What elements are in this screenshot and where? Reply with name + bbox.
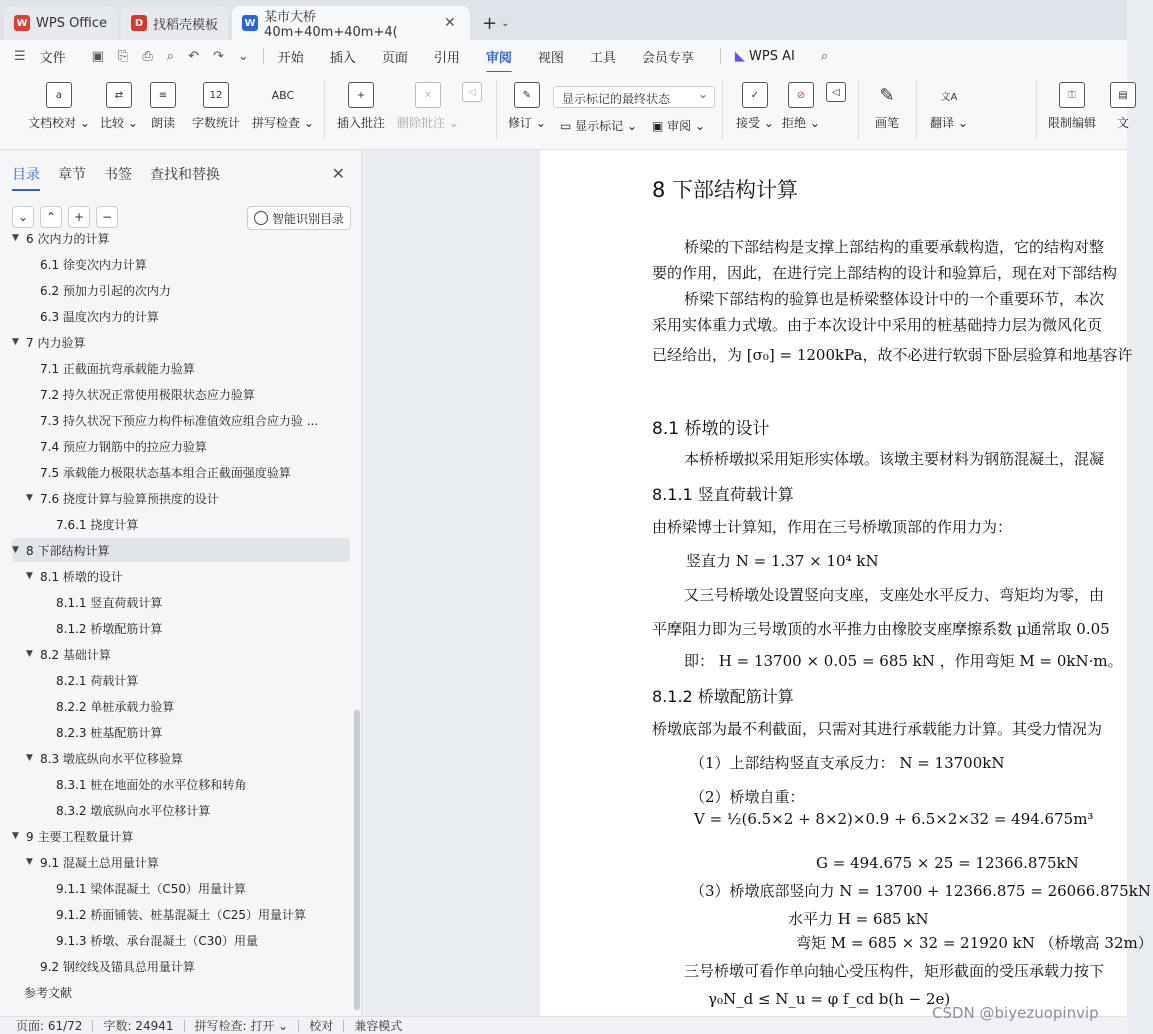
word-count-icon: 12 — [203, 82, 229, 108]
toc-item[interactable] — [12, 902, 350, 926]
toc-item[interactable] — [12, 330, 350, 354]
document-paragraph: γ₀N_d ≤ N_u = φ f_cd b(h − 2e) — [708, 990, 951, 1008]
compare-label: 比较 — [100, 116, 125, 130]
plus-icon: + — [482, 12, 498, 34]
pen-icon: ✎ — [879, 84, 895, 106]
divider — [1036, 80, 1037, 140]
hamburger-icon[interactable]: ☰ — [14, 48, 26, 64]
toc-item-label: 7.6 挠度计算与验算预拱度的设计 — [40, 491, 219, 506]
document-heading: 8.1.1 竖直荷载计算 — [652, 485, 794, 504]
expand-arrow-icon[interactable]: ▼ — [26, 571, 33, 581]
prev-comment-button[interactable] — [462, 82, 482, 108]
prev-change-icon: ◁ — [826, 82, 846, 102]
smart-toc-label: 智能识别目录 — [271, 211, 344, 226]
scrollbar[interactable] — [354, 710, 360, 1010]
tab-bookmarks[interactable]: 书签 — [104, 167, 132, 183]
show-markup-button[interactable]: ▭ 显示标记 ⌄ — [560, 119, 638, 133]
watermark: CSDN @biyezuopinvip — [932, 1004, 1099, 1022]
toc-item-label: 8.2.3 桩基配筋计算 — [56, 725, 163, 740]
toc-item-label: 7.3 持久状况下预应力构件标准值效应组合应力验 ... — [40, 413, 319, 428]
tab-find-replace[interactable]: 查找和替换 — [150, 167, 220, 183]
proofread-label: 文档校对 — [28, 116, 77, 130]
menu-tools[interactable]: 工具 — [589, 50, 616, 66]
nav-tabs — [12, 164, 238, 184]
toc-item-label: 8.1.1 竖直荷载计算 — [56, 595, 163, 610]
toc-item-label: 9.1.1 梁体混凝土（C50）用量计算 — [56, 881, 246, 896]
expand-arrow-icon[interactable]: ▼ — [26, 753, 33, 763]
toc-item[interactable] — [12, 980, 350, 1004]
restrict-edit-icon: ⚿ — [1059, 82, 1085, 108]
tab-label: 找稻壳模板 — [153, 17, 219, 33]
wps-logo-icon: W — [14, 15, 30, 31]
toc-item-label: 7.6.1 挠度计算 — [56, 517, 139, 532]
proof-indicator[interactable]: 校对 — [309, 1019, 334, 1033]
toc-item[interactable] — [12, 538, 350, 562]
toc-item[interactable] — [12, 304, 350, 328]
translate-label: 翻译 — [930, 116, 955, 130]
chevron-up-icon[interactable]: ⌃ — [40, 206, 62, 228]
toc-item-label: 8 下部结构计算 — [26, 543, 110, 558]
toc-item-label: 7.2 持久状况正常使用极限状态应力验算 — [40, 387, 255, 402]
reject-icon: ⊘ — [788, 82, 814, 108]
minus-icon[interactable]: − — [96, 206, 118, 228]
toc-item[interactable] — [12, 356, 350, 380]
proofread-button[interactable]: a 文档校对 ⌄ — [28, 82, 90, 131]
show-markup-label: 显示标记 — [575, 119, 624, 133]
compat-mode-indicator: 兼容模式 — [354, 1019, 403, 1033]
divider — [184, 1020, 185, 1032]
toc-item-label: 8.2 基础计算 — [40, 647, 111, 662]
restrict-edit-button[interactable] — [1048, 82, 1096, 131]
spell-check-button[interactable]: ABC 拼写检查 ⌄ — [252, 82, 314, 131]
document-paragraph: （3）桥墩底部竖向力 N = 13700 + 12366.875 = 26066.875kN — [690, 882, 1151, 900]
toc-item-label: 6 次内力的计算 — [26, 231, 110, 246]
toc-item-label: 8.1.2 桥墩配筋计算 — [56, 621, 163, 636]
pen-label: 画笔 — [874, 116, 899, 130]
spell-check-status: 拼写检查: 打开 — [194, 1019, 275, 1033]
word-count-label: 字数统计 — [192, 116, 241, 130]
document-paragraph: （1）上部结构竖直支承反力： N = 13700kN — [690, 754, 1005, 772]
toc-list — [0, 231, 352, 1016]
markup-mode-select[interactable]: 显示标记的最终状态 ⌄ — [553, 86, 715, 108]
plus-icon[interactable]: + — [68, 206, 90, 228]
expand-arrow-icon[interactable]: ▼ — [26, 649, 33, 659]
toc-item-label: 9.1.3 桥墩、承台混凝土（C30）用量 — [56, 933, 258, 948]
toc-item[interactable] — [12, 928, 350, 952]
insert-comment-label: 插入批注 — [337, 116, 386, 130]
chevron-down-icon: ⌄ — [501, 17, 510, 29]
toc-item[interactable] — [12, 668, 350, 692]
toc-item-label: 7.5 承载能力极限状态基本组合正截面强度验算 — [40, 465, 291, 480]
tab-chapters[interactable]: 章节 — [58, 167, 86, 183]
document-paragraph: 即： H = 13700 × 0.05 = 685 kN ，作用弯矩 M = 0kN·m。 — [684, 652, 1123, 670]
compare-icon: ⇄ — [106, 82, 132, 108]
document-paragraph: 桥梁的下部结构是支撑上部结构的重要承载构造，它的结构对整 — [684, 238, 1105, 256]
document-paragraph: 弯矩 M = 685 × 32 = 21920 kN （桥墩高 32m） — [796, 934, 1153, 952]
toc-item-label: 7.1 正截面抗弯承载能力验算 — [40, 361, 195, 376]
document-paragraph: G = 494.675 × 25 = 12366.875kN — [816, 854, 1079, 872]
delete-comment-icon: ✕ — [415, 82, 441, 108]
toc-item-label: 9.1.2 桥面铺装、桩基混凝土（C25）用量计算 — [56, 907, 306, 922]
document-paragraph: 又三号桥墩处设置竖向支座，支座处水平反力、弯矩均为零，由 — [684, 586, 1105, 604]
toc-item[interactable] — [12, 226, 350, 250]
revise-label: 修订 — [508, 116, 533, 130]
document-paragraph: 竖直力 N = 1.37 × 10⁴ kN — [686, 552, 879, 570]
divider — [496, 80, 497, 140]
menu-member[interactable]: 会员专享 — [641, 50, 694, 66]
toc-item-label: 8.2.1 荷载计算 — [56, 673, 139, 688]
toc-item[interactable] — [12, 564, 350, 588]
delete-comment-button[interactable]: ✕ 删除批注 ⌄ — [397, 82, 459, 131]
spell-check-label: 拼写检查 — [252, 116, 301, 130]
document-paragraph: 由桥梁博士计算知，作用在三号桥墩顶部的作用力为： — [652, 518, 1013, 536]
toc-item[interactable] — [12, 798, 350, 822]
accept-icon: ✓ — [742, 82, 768, 108]
delete-comment-label: 删除批注 — [397, 116, 446, 130]
expand-arrow-icon[interactable]: ▼ — [12, 545, 19, 555]
document-heading: 8.1 桥墩的设计 — [652, 419, 770, 439]
proofread-icon: a — [46, 82, 72, 108]
toc-item[interactable] — [12, 512, 350, 536]
pen-button[interactable] — [874, 82, 900, 131]
menu-bar — [0, 40, 1127, 72]
divider — [343, 1020, 344, 1032]
wps-ai-icon: ◣ — [734, 48, 750, 64]
search-icon[interactable]: ⌕ — [820, 48, 829, 64]
document-paragraph: 桥梁下部结构的验算也是桥梁整体设计中的一个重要环节，本次 — [684, 290, 1105, 308]
toc-item[interactable] — [12, 694, 350, 718]
tab-toc[interactable]: 目录 — [12, 164, 40, 184]
page-indicator[interactable]: 页面: 61/72 — [16, 1019, 83, 1033]
toc-item-label: 6.2 预加力引起的次内力 — [40, 283, 171, 298]
toc-item-label: 8.3.1 桩在地面处的水平位移和转角 — [56, 777, 247, 792]
toc-item[interactable] — [12, 772, 350, 796]
wps-ai-button[interactable] — [735, 49, 795, 64]
menu-review[interactable]: 审阅 — [486, 47, 512, 66]
insert-comment-button[interactable] — [337, 82, 385, 131]
menu-view[interactable]: 视图 — [537, 50, 564, 66]
document-heading: 8.1.2 桥墩配筋计算 — [652, 687, 794, 706]
document-paragraph: 三号桥墩可看作单向轴心受压构件，矩形截面的受压承载力按下 — [684, 962, 1105, 980]
save-icon[interactable]: ▣ — [91, 48, 104, 64]
document-paragraph: 平摩阻力即为三号墩顶的水平推力由橡胶支座摩擦系数 μ通常取 0.05 — [652, 620, 1110, 638]
close-icon[interactable]: ✕ — [444, 15, 456, 31]
toc-item[interactable] — [12, 954, 350, 978]
tab-document[interactable] — [232, 6, 470, 40]
document-paragraph: 桥墩底部为最不利截面，只需对其进行承载能力计算。其受力情况为 — [652, 720, 1103, 738]
translate-button[interactable]: 文A 翻译 ⌄ — [930, 82, 968, 131]
toc-item-label: 9 主要工程数量计算 — [26, 829, 134, 844]
redo-icon[interactable]: ↷ — [212, 48, 224, 64]
expand-arrow-icon[interactable]: ▼ — [12, 337, 19, 347]
expand-arrow-icon[interactable]: ▼ — [12, 831, 19, 841]
toc-item-label: 9.1 混凝土总用量计算 — [40, 855, 159, 870]
doc-label: 文 — [1116, 116, 1129, 130]
toc-item-label: 8.3 墩底纵向水平位移验算 — [40, 751, 183, 766]
chevron-down-icon[interactable]: ⌄ — [237, 48, 249, 64]
prev-comment-icon: ◁ — [462, 82, 482, 102]
expand-arrow-icon[interactable]: ▼ — [26, 493, 33, 503]
undo-icon[interactable]: ↶ — [188, 48, 199, 64]
revise-button[interactable]: ✎ 修订 ⌄ — [508, 82, 546, 131]
toc-item-label: 8.1 桥墩的设计 — [40, 569, 123, 584]
divider — [324, 80, 325, 140]
document-paragraph: 本桥桥墩拟采用矩形实体墩。该墩主要材料为钢筋混凝土，混凝 — [684, 450, 1105, 468]
ribbon-toolbar — [0, 72, 1127, 150]
divider — [298, 1020, 299, 1032]
accept-label: 接受 — [736, 116, 761, 130]
document-paragraph: 水平力 H = 685 kN — [788, 910, 929, 928]
doc-icon: ▤ — [1110, 82, 1136, 108]
toc-item[interactable] — [12, 876, 350, 900]
insert-comment-icon: + — [348, 82, 374, 108]
read-aloud-icon: ≡ — [150, 82, 176, 108]
document-paragraph: 采用实体重力式墩。由于本次设计中采用的桩基础持力层为微风化页 — [652, 316, 1103, 334]
toc-item[interactable] — [12, 486, 350, 510]
print-icon[interactable]: ⎙ — [142, 48, 153, 64]
tab-label: WPS Office — [36, 15, 108, 31]
new-tab-button[interactable] — [474, 6, 517, 40]
close-icon[interactable]: ✕ — [331, 164, 345, 183]
review-pane-icon: ▣ — [652, 119, 668, 133]
toc-item[interactable] — [12, 642, 350, 666]
word-count-indicator[interactable]: 字数: 24941 — [103, 1019, 174, 1033]
tab-docer[interactable] — [121, 6, 228, 40]
toc-item-label: 7.4 预应力钢筋中的拉应力验算 — [40, 439, 207, 454]
export-icon[interactable]: ⎘ — [117, 48, 129, 64]
menu-reference[interactable]: 引用 — [433, 50, 460, 66]
toc-controls — [12, 206, 124, 228]
document-heading: 8 下部结构计算 — [652, 178, 799, 202]
toc-item-label: 参考文献 — [24, 985, 73, 1000]
toc-item-label: 8.2.2 单桩承载力验算 — [56, 699, 175, 714]
title-bar — [0, 0, 1127, 40]
toc-item-label: 9.2 钢绞线及锚具总用量计算 — [40, 959, 195, 974]
tab-label: 某市大桥40m+40m+40m+4( — [264, 10, 398, 40]
toc-item[interactable] — [12, 278, 350, 302]
revise-icon: ✎ — [514, 82, 540, 108]
read-aloud-button[interactable] — [150, 82, 176, 131]
menu-file[interactable]: 文件 — [39, 50, 66, 66]
toc-item[interactable] — [12, 252, 350, 276]
print-preview-icon[interactable]: ⌕ — [166, 48, 175, 64]
divider — [92, 1020, 93, 1032]
toc-item-label: 7 内力验算 — [26, 335, 86, 350]
document-paragraph: 要的作用，因此，在进行完上部结构的设计和验算后，现在对下部结构 — [652, 264, 1118, 282]
compare-button[interactable]: ⇄ 比较 ⌄ — [100, 82, 138, 131]
navigation-panel — [0, 150, 362, 1016]
docer-logo-icon: D — [131, 15, 147, 31]
toc-item[interactable] — [12, 720, 350, 744]
translate-icon: 文A — [940, 91, 958, 103]
doc-button[interactable] — [1110, 82, 1136, 131]
spell-check-icon: ABC — [271, 88, 295, 102]
word-count-button[interactable] — [192, 82, 240, 131]
toc-item[interactable] — [12, 824, 350, 848]
review-pane-label: 审阅 — [667, 119, 692, 133]
toc-item[interactable] — [12, 460, 350, 484]
toc-item[interactable] — [12, 616, 350, 640]
menu-page[interactable]: 页面 — [381, 50, 408, 66]
toc-item-label: 6.1 徐变次内力计算 — [40, 257, 147, 272]
divider — [720, 48, 721, 64]
toc-item[interactable] — [12, 382, 350, 406]
review-pane-button[interactable]: ▣ 审阅 ⌄ — [652, 119, 706, 133]
toc-item[interactable] — [12, 746, 350, 770]
toc-item[interactable] — [12, 408, 350, 432]
smart-icon — [254, 211, 268, 225]
restrict-edit-label: 限制编辑 — [1048, 116, 1097, 130]
divider — [858, 80, 859, 140]
divider — [263, 48, 264, 64]
expand-arrow-icon[interactable]: ▼ — [12, 233, 19, 243]
reject-label: 拒绝 — [782, 116, 807, 130]
wps-ai-label: WPS AI — [749, 48, 795, 64]
toc-item-label: 8.3.2 墩底纵向水平位移计算 — [56, 803, 211, 818]
chevron-down-icon[interactable]: ⌄ — [12, 206, 34, 228]
document-page[interactable] — [540, 150, 1153, 1016]
accept-button[interactable]: ✓ 接受 ⌄ — [736, 82, 774, 131]
word-doc-icon: W — [242, 15, 258, 31]
toc-item[interactable] — [12, 590, 350, 614]
divider — [722, 80, 723, 140]
prev-change-button[interactable] — [826, 82, 846, 108]
menu-start[interactable]: 开始 — [277, 50, 304, 66]
menu-insert[interactable]: 插入 — [329, 50, 356, 66]
reject-button[interactable]: ⊘ 拒绝 ⌄ — [782, 82, 820, 131]
expand-arrow-icon[interactable]: ▼ — [26, 857, 33, 867]
spell-check-indicator[interactable]: 拼写检查: 打开 ⌄ — [194, 1019, 289, 1033]
toc-item[interactable] — [12, 434, 350, 458]
document-paragraph: （2）桥墩自重： — [690, 788, 805, 806]
read-aloud-label: 朗读 — [150, 116, 175, 130]
document-paragraph: V = ½(6.5×2 + 8×2)×0.9 + 6.5×2×32 = 494.675m³ — [694, 810, 1094, 828]
toc-item-label: 6.3 温度次内力的计算 — [40, 309, 159, 324]
tab-wps-office[interactable] — [4, 6, 117, 40]
divider — [916, 80, 917, 140]
document-paragraph: 已经给出，为 [σ₀] = 1200kPa，故不必进行软弱下卧层验算和地基容许 — [652, 346, 1133, 364]
show-markup-icon: ▭ — [560, 119, 576, 133]
toc-item[interactable] — [12, 850, 350, 874]
